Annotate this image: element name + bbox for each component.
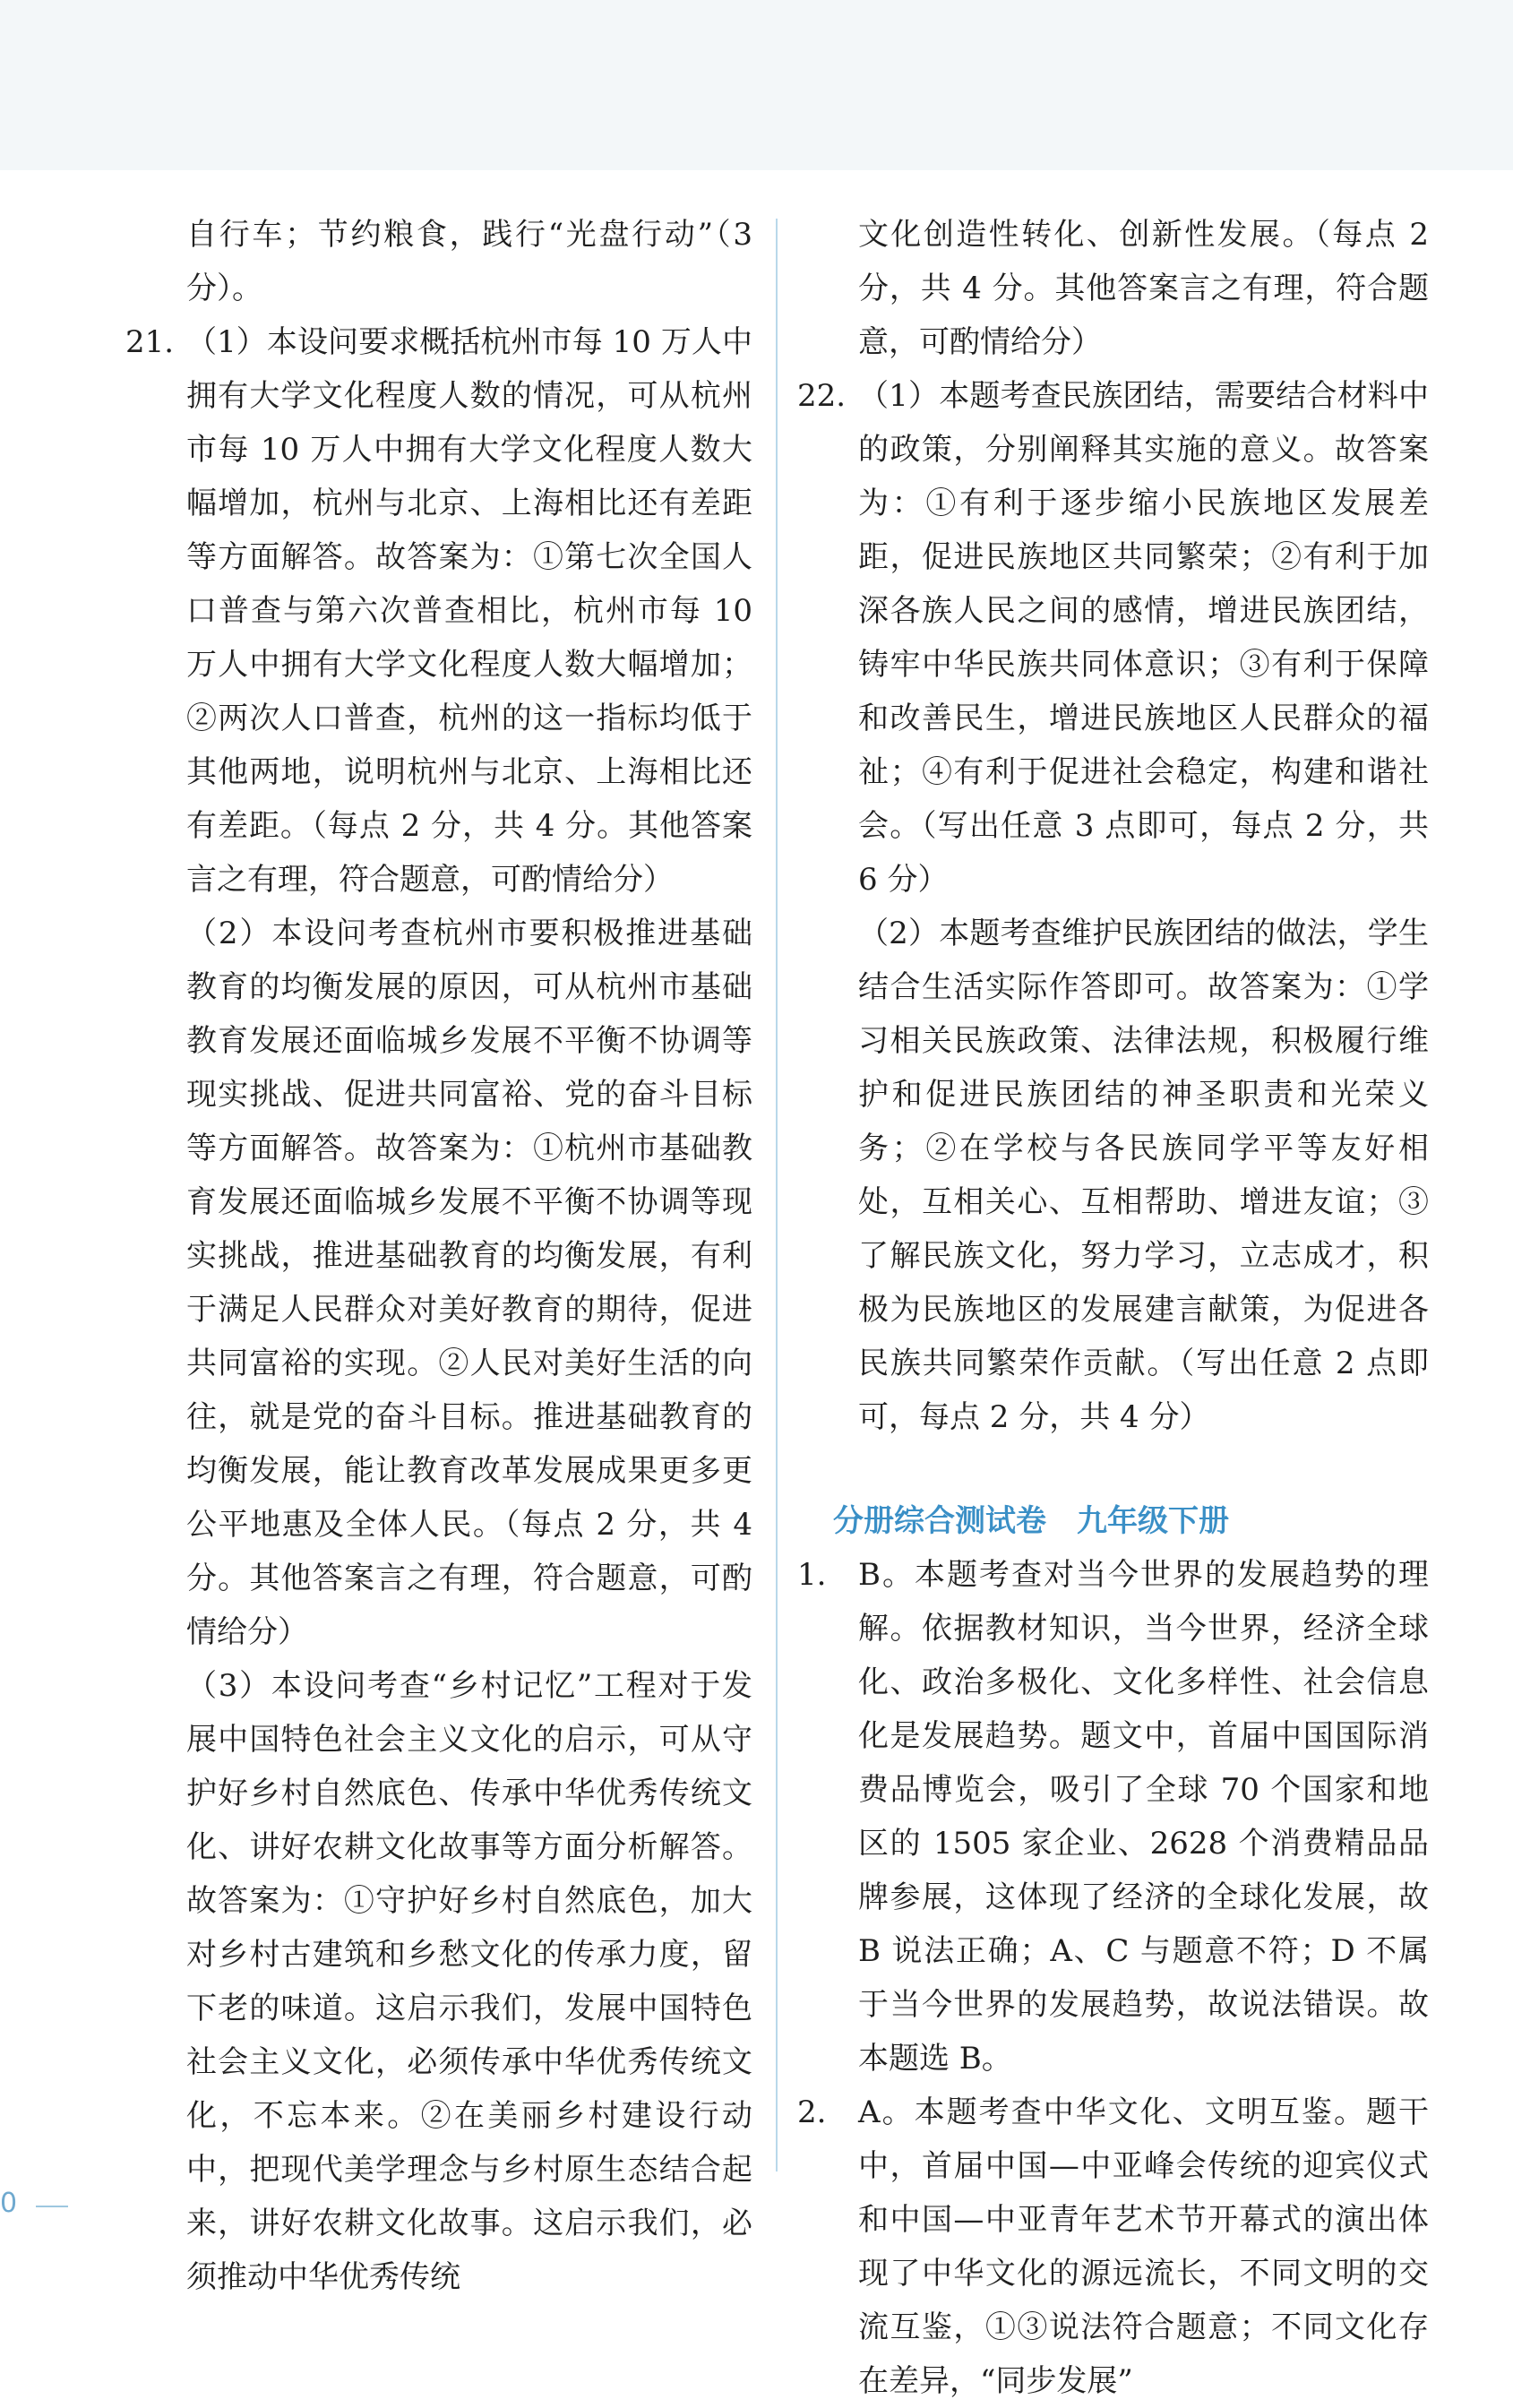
answer-part-1: （1）本题考查民族团结，需要结合材料中的政策，分别阐释其实施的意义。故答案为：①有利于逐步缩小民族地区发展差距，促进民族地区共同繁荣；②有利于加深各族人民之间的感情，增进民族团结，铸牢中华民族共同体意识；③有利于保障和改善民生，增进民族地区人民群众的福祉；④有利于促进社会稳定，构建和谐社会。（写出任意 3 点即可，每点 2 分，共 6 分） — [858, 378, 1429, 898]
answer-text: B。本题考查对当今世界的发展趋势的理解。依据教材知识，当今世界，经济全球化、政治多极化、文化多样性、社会信息化是发展趋势。题文中，首届中国国际消费品博览会，吸引了全球 70 个国家和地区的 1505 家企业、2628 个消费精品品牌参展，这体现了经济的全球化发展，故 B 说法正确；A、C 与题意不符；D 不属于当今世界的发展趋势，故说法错误。故本题选 B。 — [858, 1557, 1429, 2077]
answer-part-1: （1）本设问要求概括杭州市每 10 万人中拥有大学文化程度人数的情况，可从杭州市每 10 万人中拥有大学文化程度人数大幅增加，杭州与北京、上海相比还有差距等方面解答。故答案为：①第七次全国人口普查与第六次普查相比，杭州市每 10 万人中拥有大学文化程度人数大幅增加；②两次人口普查，杭州的这一指标均低于其他两地，说明杭州与北京、上海相比还有差距。（每点 2 分，共 4 分。其他答案言之有理，符合题意，可酌情给分） — [186, 324, 752, 898]
question-number: 1. — [797, 1557, 827, 1593]
page-number: 0 — [0, 2188, 18, 2219]
question-number: 21. — [125, 324, 175, 360]
question-number: 2. — [797, 2094, 827, 2130]
left-column — [125, 208, 752, 2304]
section-title: 分册综合测试卷 九年级下册 — [833, 1503, 1229, 1539]
continued-answer-text: 自行车；节约粮食，践行“光盘行动”（3分）。 — [186, 217, 752, 306]
answer-part-3: （3）本设问考查“乡村记忆”工程对于发展中国特色社会主义文化的启示，可从守护好乡村自然底色、传承中华优秀传统文化、讲好农耕文化故事等方面分析解答。故答案为：①守护好乡村自然底色，加大对乡村古建筑和乡愁文化的传承力度，留下老的味道。这启示我们，发展中国特色社会主义文化，必须传承中华优秀传统文化，不忘本来。②在美丽乡村建设行动中，把现代美学理念与乡村原生态结合起来，讲好农耕文化故事。这启示我们，必须推动中华优秀传统 — [186, 1668, 752, 2295]
answer-part-2: （2）本题考查维护民族团结的做法，学生结合生活实际作答即可。故答案为：①学习相关民族政策、法律法规，积极履行维护和促进民族团结的神圣职责和光荣义务；②在学校与各民族同学平等友好相处，互相关心、互相帮助、增进友谊；③了解民族文化，努力学习，立志成才，积极为民族地区的发展建言献策，为促进各民族共同繁荣作贡献。（写出任意 2 点即可，每点 2 分，共 4 分） — [858, 916, 1429, 1435]
answer-part-2: （2）本设问考查杭州市要积极推进基础教育的均衡发展的原因，可从杭州市基础教育发展还面临城乡发展不平衡不协调等现实挑战、促进共同富裕、党的奋斗目标等方面解答。故答案为：①杭州市基础教育发展还面临城乡发展不平衡不协调等现实挑战，推进基础教育的均衡发展，有利于满足人民群众对美好教育的期待，促进共同富裕的实现。②人民对美好生活的向往，就是党的奋斗目标。推进基础教育的均衡发展，能让教育改革发展成果更多更公平地惠及全体人民。（每点 2 分，共 4 分。其他答案言之有理，符合题意，可酌情给分） — [186, 916, 752, 1650]
right-column — [797, 208, 1429, 2408]
question-21 — [125, 315, 752, 2304]
question-number: 22. — [797, 378, 847, 414]
page-number-dash — [36, 2206, 68, 2207]
question-22 — [797, 369, 1429, 1444]
question-1 — [797, 1548, 1429, 2086]
continued-answer-text: 文化创造性转化、创新性发展。（每点 2 分，共 4 分。其他答案言之有理，符合题意，可酌情给分） — [858, 217, 1429, 360]
question-2 — [797, 2086, 1429, 2408]
answer-text: A。本题考查中华文化、文明互鉴。题干中，首届中国—中亚峰会传统的迎宾仪式和中国—中亚青年艺术节开幕式的演出体现了中华文化的源远流长，不同文明的交流互鉴，①③说法符合题意；不同文化存在差异，“同步发展” — [858, 2094, 1429, 2399]
header-band — [0, 0, 1513, 170]
column-divider — [776, 219, 778, 2172]
